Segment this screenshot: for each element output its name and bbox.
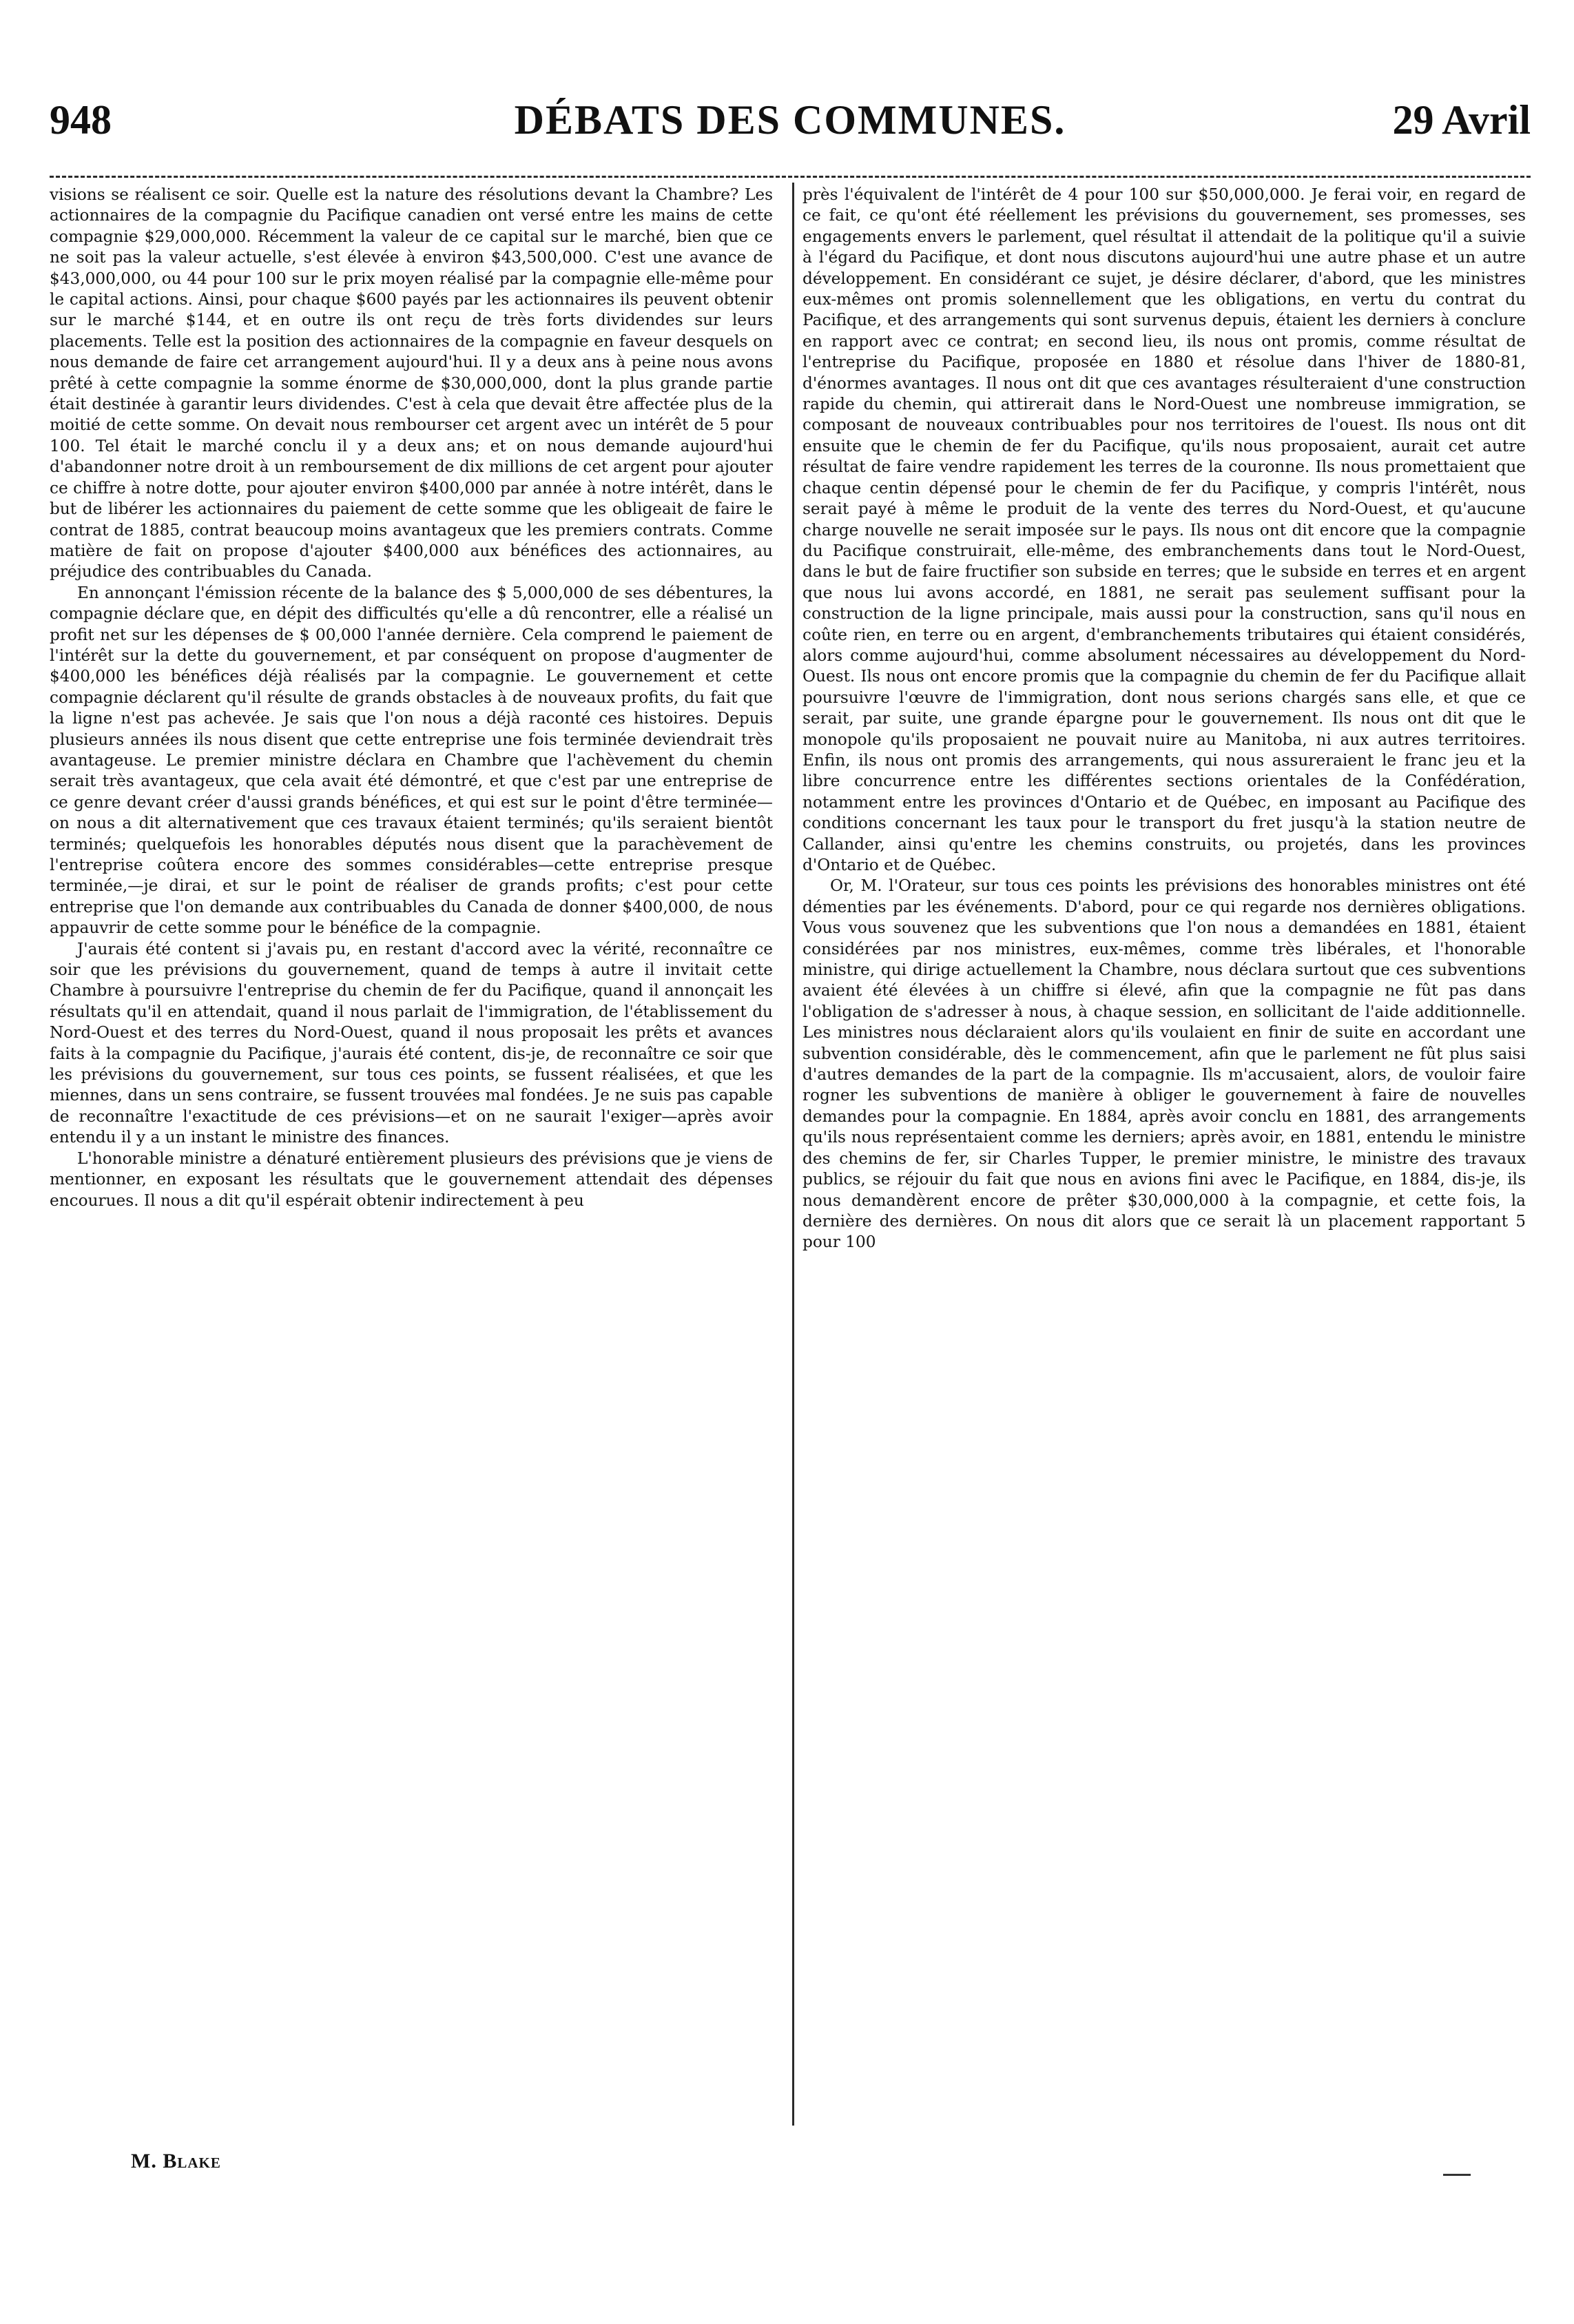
paragraph: Or, M. l'Orateur, sur tous ces points les prévisions des honorables ministres ont été démenties par les événements. D'abord, pour ce qui regarde nos dernières obligations. Vous vous souvenez que les subventions que l'on nous a demandées en 1881, étaient considérées par nos ministres, eux-mêmes, comme très libérales, et l'honorable ministre, qui dirige actuellement la Chambre, nous déclara surtout que ces subventions avaient été élevées à un chiffre si élevé, afin que la compagnie ne fût pas dans l'obligation de s'adresser à nous, à chaque session, en sollicitant de l'aide additionnelle. Les ministres nous déclaraient alors qu'ils voulaient en finir de suite en accordant une subvention considérable, dès le commencement, afin que le parlement ne fût plus saisi d'autres demandes de la part de la compagnie. Ils m'accusaient, alors, de vouloir faire rogner les subventions de manière à obliger le gouvernement à faire de nouvelles demandes pour la compagnie. En 1884, après avoir conclu en 1881, des arrangements qu'ils nous représentaient comme les derniers; après avoir, en 1881, entendu le ministre des chemins de fer, sir Charles Tupper, le premier ministre, le ministre des travaux publics, se réjouir du fait que nous en avions fini avec le Pacifique, en 1884, dis-je, ils nous demandèrent encore de prêter $30,000,000 à la compagnie, et cette fois, la dernière des dernières. On nous dit alors que ce serait là un placement rapportant 5 pour 100 <box>802 876 1526 1252</box>
paragraph: J'aurais été content si j'avais pu, en restant d'accord avec la vérité, reconnaître ce soir que les prévisions du gouvernement, quand de temps à autre il invitait cette Chambre à poursuivre l'entreprise du chemin de fer du Pacifique, quand il annonçait les résultats qu'il en attendait, quand il nous parlait de l'immigration, de l'établissement du Nord-Ouest et des terres du Nord-Ouest, quand il nous proposait les prêts et avances faits à la compagnie du Pacifique, j'aurais été content, dis-je, de reconnaître ce soir que les prévisions du gouvernement, sur tous ces points, se fussent réalisées, et que les miennes, dans un sens contraire, se fussent trouvées mal fondées. Je ne suis pas capable de reconnaître l'exactitude de ces prévisions—et on ne saurait l'exiger—après avoir entendu il y a un instant le ministre des finances. <box>50 939 773 1147</box>
page-date: 29 Avril <box>1392 97 1531 143</box>
left-column <box>50 185 773 1211</box>
right-column <box>802 185 1526 1253</box>
paragraph: L'honorable ministre a dénaturé entièrement plusieurs des prévisions que je viens de mentionner, en exposant les résultats que le gouvernement attendait des dépenses encourues. Il nous a dit qu'il espérait obtenir indirectement à peu <box>50 1149 773 1210</box>
paragraph: près l'équivalent de l'intérêt de 4 pour 100 sur $50,000,000. Je ferai voir, en regard de ce fait, ce qu'ont été réellement les prévisions du gouvernement, ses promesses, ses engagements envers le parlement, quel résultat il attendait de la politique qu'il a suivie à l'égard du Pacifique, et dont nous discutons aujourd'hui une autre phase et un autre développement. En considérant ce sujet, je désire déclarer, d'abord, que les ministres eux-mêmes ont promis solennellement que les obligations, en vertu du contrat du Pacifique, et des arrangements qui sont survenus depuis, étaient les derniers à conclure en rapport avec ce contrat; en second lieu, ils nous ont promis, comme résultat de l'entreprise du Pacifique, proposée en 1880 et résolue dans l'hiver de 1880-81, d'énormes avantages. Il nous ont dit que ces avantages résulteraient d'une construction rapide du chemin, qui attirerait dans le Nord-Ouest une nombreuse immigration, se composant de nouveaux contribuables pour nos territoires de l'ouest. Ils nous ont dit ensuite que le chemin de fer du Pacifique, qu'ils nous proposaient, aurait cet autre résultat de faire vendre rapidement les terres de la couronne. Ils nous promettaient que chaque centin dépensé pour le chemin de fer du Pacifique, y compris l'intérêt, nous serait payé à même le produit de la vente des terres du Nord-Ouest, et qu'aucune charge nouvelle ne serait imposée sur le pays. Ils nous ont dit encore que la compagnie du Pacifique construirait, elle-même, des embranchements dans tout le Nord-Ouest, dans le but de faire fructifier son subside en terres; que le subside en terres et en argent que nous lui avons accordé, en 1881, ne serait pas seulement suffisant pour la construction de la ligne principale, mais aussi pour la construction, sans qu'il nous en coûte rien, en terre ou en argent, d'embranchements tributaires qui étaient considérés, alors comme aujourd'hui, comme absolument nécessaires au développement du Nord-Ouest. Ils nous ont encore promis que la compagnie du chemin de fer du Pacifique allait poursuivre l'œuvre de l'immigration, dont nous serions chargés sans elle, et que ce serait, par suite, une grande épargne pour le gouvernement. Ils nous ont dit que le monopole qu'ils proposaient ne pouvait nuire au Manitoba, ni aux autres territoires. Enfin, ils nous ont promis des arrangements, qui nous assureraient le franc jeu et la libre concurrence entre les différentes sections orientales de la Confédération, notamment entre les provinces d'Ontario et de Québec, en imposant au Pacifique des conditions concernant les taux pour le transport du fret jusqu'à la station neutre de Callander, ainsi qu'entre les chemins construits, ou projetés, dans les provinces d'Ontario et de Québec. <box>802 185 1526 874</box>
footer-mark <box>1443 2174 1471 2176</box>
header-rule <box>50 176 1531 178</box>
page-number: 948 <box>50 97 112 143</box>
page-header <box>50 96 1531 158</box>
paragraph: En annonçant l'émission récente de la balance des $ 5,000,000 de ses débentures, la compagnie déclare que, en dépit des difficultés qu'elle a dû rencontrer, elle a réalisé un profit net sur les dépenses de $ 00,000 l'année dernière. Cela comprend le paiement de l'intérêt sur la dette du gouvernement, et par conséquent on propose d'augmenter de $400,000 les bénéfices déjà réalisés par la compagnie. Le gouvernement et cette compagnie déclarent qu'il résulte de grands obstacles à de nouveaux profits, du fait que la ligne n'est pas achevée. Je sais que l'on nous a déjà raconté ces histoires. Depuis plusieurs années ils nous disent que cette entreprise une fois terminée deviendrait très avantageuse. Le premier ministre déclara en Chambre que l'achèvement du chemin serait très avantageux, que cela avait été démontré, et que c'est par une entreprise de ce genre devant créer d'aussi grands bénéfices, et qui est sur le point d'être terminée—on nous a dit alternativement que ces travaux étaient terminés; qu'ils seraient bientôt terminés; quelquefois les honorables députés nous disent que la parachèvement de l'entreprise coûtera encore des sommes considérables—cette entreprise presque terminée,—je dirai, et sur le point de réaliser de grands profits; c'est pour cette entreprise que l'on demande aux contribuables du Canada de donner $400,000, de nous appauvrir de cette somme pour le bénéfice de la compagnie. <box>50 583 773 938</box>
paragraph: visions se réalisent ce soir. Quelle est la nature des résolutions devant la Chambre? Les actionnaires de la compagnie du Pacifique canadien ont versé entre les mains de cette compagnie $29,000,000. Récemment la valeur de ce capital sur le marché, bien que ce ne soit pas la valeur actuelle, s'est élevée à environ $43,500,000. C'est une avance de $43,000,000, ou 44 pour 100 sur le prix moyen réalisé par la compagnie elle-même pour le capital actions. Ainsi, pour chaque $600 payés par les actionnaires ils peuvent obtenir sur le marché $144, et en outre ils ont reçu de très forts dividendes sur leurs placements. Telle est la position des actionnaires de la compagnie en faveur desquels on nous demande de faire cet arrangement aujourd'hui. Il y a deux ans à peine nous avons prêté à cette compagnie la somme énorme de $30,000,000, dont la plus grande partie était destinée à garantir leurs dividendes. C'est à cela que devait être affectée plus de la moitié de cette somme. On devait nous rembourser cet argent avec un intérêt de 5 pour 100. Tel était le marché conclu il y a deux ans; et on nous demande aujourd'hui d'abandonner notre droit à un remboursement de dix millions de cet argent pour ajouter ce chiffre à notre dotte, pour ajouter environ $400,000 par année à notre intérêt, dans le but de libérer les actionnaires du paiement de cette somme que les obligeait de faire le contrat de 1885, contrat beaucoup moins avantageux que les premiers contrats. Comme matière de fait on propose d'ajouter $400,000 aux bénéfices des actionnaires, au préjudice des contribuables du Canada. <box>50 185 773 582</box>
column-divider <box>792 183 794 2126</box>
speaker-name: M. Blake <box>131 2150 221 2172</box>
page-title: DÉBATS DES COMMUNES. <box>514 97 1066 143</box>
